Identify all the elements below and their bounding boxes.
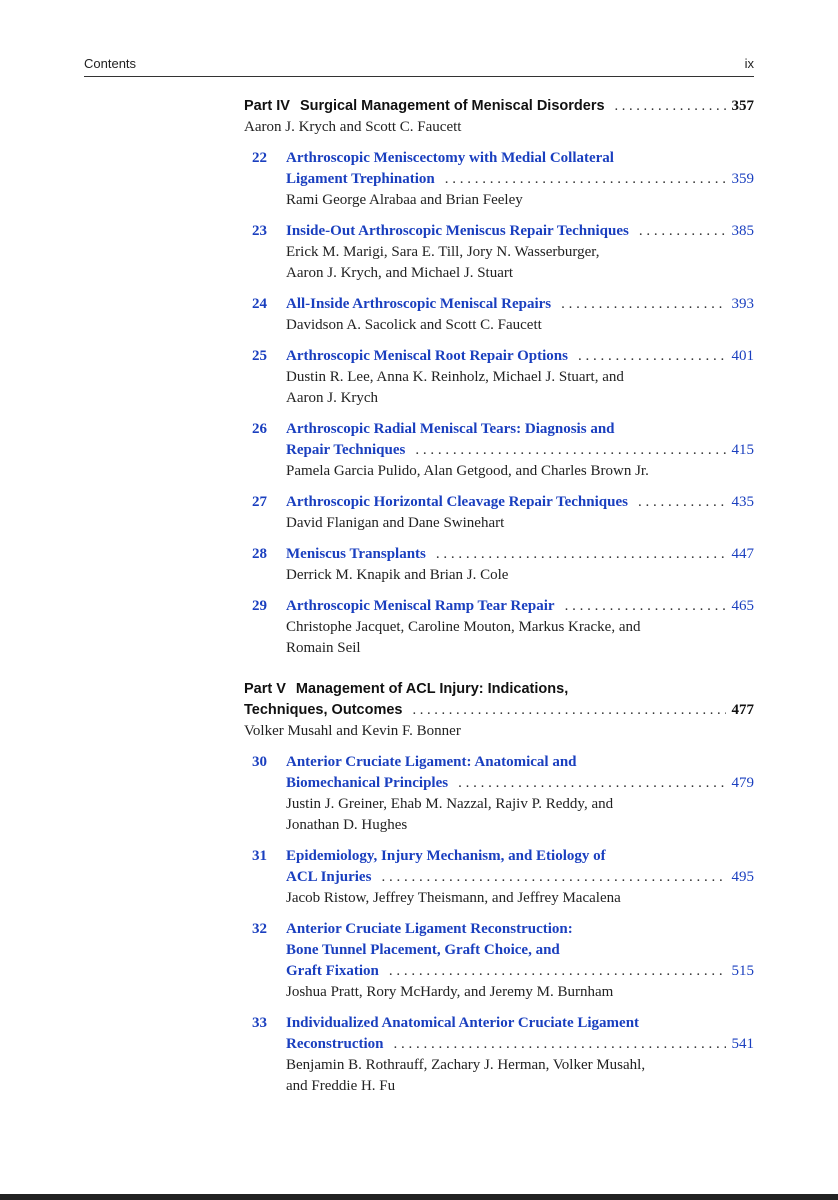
chapter-number: 28 — [252, 546, 267, 562]
chapter-title-link[interactable]: Bone Tunnel Placement, Graft Choice, and — [286, 942, 560, 958]
chapter-27 — [244, 492, 754, 534]
chapter-30 — [244, 752, 754, 836]
chapter-page-link[interactable]: 415 — [731, 442, 754, 458]
chapter-page-link[interactable]: 447 — [731, 546, 754, 562]
page-number: ix — [744, 56, 754, 71]
chapter-title-link[interactable]: Inside-Out Arthroscopic Meniscus Repair Techniques — [286, 223, 629, 239]
chapter-authors: Aaron J. Krych — [286, 390, 379, 406]
chapter-authors: Joshua Pratt, Rory McHardy, and Jeremy M. Burnham — [286, 984, 614, 1000]
chapter-25 — [244, 346, 754, 409]
dot-leader — [436, 544, 726, 565]
chapter-number: 24 — [252, 296, 267, 312]
dot-leader — [412, 700, 725, 721]
chapter-title-link[interactable]: All-Inside Arthroscopic Meniscal Repairs — [286, 296, 552, 312]
dot-leader — [381, 867, 725, 888]
part-v — [244, 679, 754, 742]
chapter-authors: Derrick M. Knapik and Brian J. Cole — [286, 567, 509, 583]
part-editors: Volker Musahl and Kevin F. Bonner — [244, 723, 461, 739]
chapter-24 — [244, 294, 754, 336]
chapter-title-link[interactable]: Graft Fixation — [286, 963, 379, 979]
chapter-page-link[interactable]: 359 — [731, 171, 754, 187]
table-of-contents — [244, 96, 754, 1107]
chapter-number: 32 — [252, 921, 267, 937]
chapter-title-link[interactable]: Anterior Cruciate Ligament: Anatomical and — [286, 754, 577, 770]
chapter-title-link[interactable]: Biomechanical Principles — [286, 775, 449, 791]
dot-leader — [638, 492, 726, 513]
chapter-authors: Benjamin B. Rothrauff, Zachary J. Herman, Volker Musahl, — [286, 1057, 646, 1073]
chapter-title-link[interactable]: Meniscus Transplants — [286, 546, 426, 562]
chapter-title-link[interactable]: ACL Injuries — [286, 869, 372, 885]
chapter-29 — [244, 596, 754, 659]
chapter-page-link[interactable]: 465 — [731, 598, 754, 614]
chapter-number: 27 — [252, 494, 267, 510]
part-page: 477 — [731, 702, 754, 718]
running-head-title: Contents — [84, 56, 137, 71]
chapter-number: 22 — [252, 150, 267, 166]
chapter-authors: Davidson A. Sacolick and Scott C. Faucett — [286, 317, 542, 333]
part-label: Part V — [244, 681, 286, 697]
part-editors: Aaron J. Krych and Scott C. Faucett — [244, 119, 462, 135]
chapter-title-link[interactable]: Arthroscopic Meniscal Ramp Tear Repair — [286, 598, 555, 614]
chapter-number: 23 — [252, 223, 267, 239]
chapter-28 — [244, 544, 754, 586]
chapter-number: 29 — [252, 598, 267, 614]
part-v-heading-cont[interactable] — [244, 700, 754, 721]
chapter-number: 26 — [252, 421, 267, 437]
header-rule — [84, 76, 754, 77]
chapter-title-link[interactable]: Repair Techniques — [286, 442, 406, 458]
chapter-page-link[interactable]: 479 — [731, 775, 754, 791]
chapter-title-link[interactable]: Ligament Trephination — [286, 171, 435, 187]
part-label: Part IV — [244, 98, 290, 114]
chapter-33 — [244, 1013, 754, 1097]
chapter-authors: and Freddie H. Fu — [286, 1078, 396, 1094]
chapter-31 — [244, 846, 754, 909]
part-title: Techniques, Outcomes — [244, 702, 403, 718]
part-iv — [244, 96, 754, 138]
part-page: 357 — [731, 98, 754, 114]
chapter-title-link[interactable]: Anterior Cruciate Ligament Reconstruction: — [286, 921, 573, 937]
chapter-authors: Romain Seil — [286, 640, 361, 656]
dot-leader — [394, 1034, 726, 1055]
part-v-heading[interactable] — [244, 679, 754, 700]
chapter-page-link[interactable]: 401 — [731, 348, 754, 364]
dot-leader — [561, 294, 725, 315]
dot-leader — [445, 169, 726, 190]
chapter-22 — [244, 148, 754, 211]
chapter-title-link[interactable]: Arthroscopic Horizontal Cleavage Repair Techniques — [286, 494, 628, 510]
chapter-authors: Aaron J. Krych, and Michael J. Stuart — [286, 265, 514, 281]
chapter-page-link[interactable]: 385 — [731, 223, 754, 239]
chapter-23 — [244, 221, 754, 284]
dot-leader — [615, 96, 726, 117]
part-iv-heading[interactable] — [244, 96, 754, 117]
chapter-title-link[interactable]: Epidemiology, Injury Mechanism, and Etiology of — [286, 848, 606, 864]
chapter-title-link[interactable]: Arthroscopic Meniscal Root Repair Options — [286, 348, 568, 364]
chapter-title-link[interactable]: Arthroscopic Meniscectomy with Medial Collateral — [286, 150, 614, 166]
chapter-title-link[interactable]: Individualized Anatomical Anterior Cruciate Ligament — [286, 1015, 640, 1031]
chapter-authors: Justin J. Greiner, Ehab M. Nazzal, Rajiv P. Reddy, and — [286, 796, 614, 812]
part-title: Surgical Management of Meniscal Disorders — [299, 98, 605, 114]
dot-leader — [458, 773, 725, 794]
chapter-authors: Rami George Alrabaa and Brian Feeley — [286, 192, 523, 208]
dot-leader — [639, 221, 726, 242]
chapter-page-link[interactable]: 541 — [731, 1036, 754, 1052]
chapter-authors: David Flanigan and Dane Swinehart — [286, 515, 505, 531]
chapter-authors: Erick M. Marigi, Sara E. Till, Jory N. Wasserburger, — [286, 244, 600, 260]
chapter-authors: Christophe Jacquet, Caroline Mouton, Markus Kracke, and — [286, 619, 641, 635]
chapter-page-link[interactable]: 393 — [731, 296, 754, 312]
chapter-page-link[interactable]: 435 — [731, 494, 754, 510]
dot-leader — [415, 440, 725, 461]
chapter-authors: Pamela Garcia Pulido, Alan Getgood, and Charles Brown Jr. — [286, 463, 649, 479]
chapter-26 — [244, 419, 754, 482]
bottom-bar — [0, 1194, 838, 1200]
chapter-number: 30 — [252, 754, 267, 770]
chapter-number: 25 — [252, 348, 267, 364]
dot-leader — [578, 346, 726, 367]
chapter-number: 31 — [252, 848, 267, 864]
dot-leader — [565, 596, 726, 617]
chapter-authors: Jacob Ristow, Jeffrey Theismann, and Jeffrey Macalena — [286, 890, 621, 906]
chapter-32 — [244, 919, 754, 1003]
chapter-page-link[interactable]: 495 — [731, 869, 754, 885]
chapter-authors: Dustin R. Lee, Anna K. Reinholz, Michael J. Stuart, and — [286, 369, 624, 385]
chapter-number: 33 — [252, 1015, 267, 1031]
dot-leader — [389, 961, 726, 982]
chapter-title-link[interactable]: Arthroscopic Radial Meniscal Tears: Diagnosis and — [286, 421, 615, 437]
chapter-page-link[interactable]: 515 — [731, 963, 754, 979]
part-title: Management of ACL Injury: Indications, — [295, 681, 569, 697]
chapter-authors: Jonathan D. Hughes — [286, 817, 408, 833]
chapter-title-link[interactable]: Reconstruction — [286, 1036, 384, 1052]
